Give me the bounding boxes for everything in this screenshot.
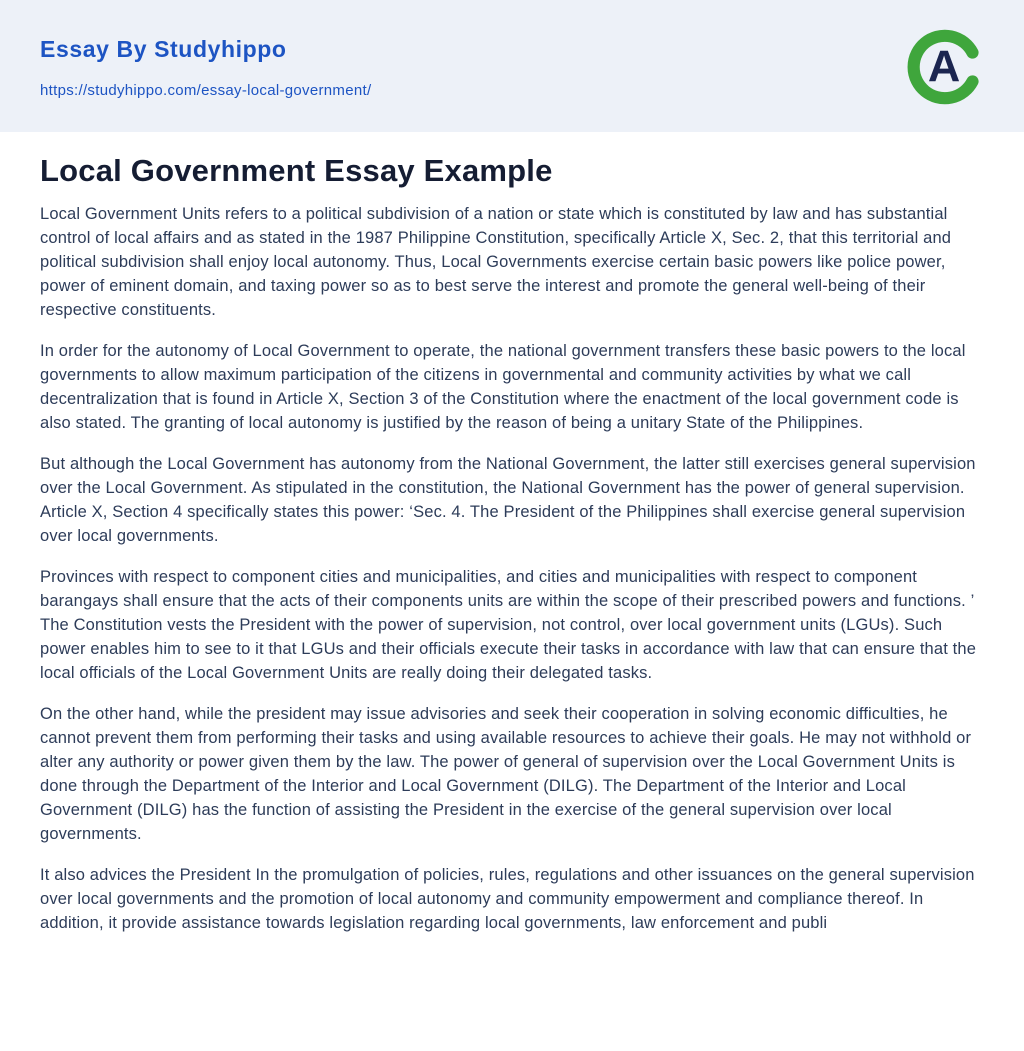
- essay-paragraph: Local Government Units refers to a political subdivision of a nation or state which is constituted by law and has substantial control of local affairs and as stated in the 1987 Philippine Constitution, specifically Article X, Sec. 2, that this territorial and political subdivision shall enjoy local autonomy. Thus, Local Governments exercise certain basic powers like police power, power of eminent domain, and taxing power so as to best serve the interest and promote the general well-being of their respective constituents.: [40, 205, 952, 319]
- page-header: [0, 0, 1024, 132]
- essay-paragraph: In order for the autonomy of Local Government to operate, the national government transfers these basic powers to the local governments to allow maximum participation of the citizens in governmental and community activities by what we call decentralization that is found in Article X, Section 3 of the Constitution where the enactment of the local government code is also stated. The granting of local autonomy is justified by the reason of being a unitary State of the Philippines.: [40, 342, 966, 432]
- page-url-link[interactable]: https://studyhippo.com/essay-local-government/: [40, 81, 372, 99]
- essay-paragraph: It also advices the President In the promulgation of policies, rules, regulations and other issuances on the general supervision over local governments and the promotion of local autonomy and community empowerment and compliance thereof. In addition, it provide assistance towards legislation regarding local governments, law enforcement and publi: [40, 866, 975, 932]
- site-title-link[interactable]: Essay By Studyhippo: [40, 35, 287, 62]
- essay-paragraph: On the other hand, while the president may issue advisories and seek their cooperation in solving economic difficulties, he cannot prevent them from performing their tasks and using available resources to achieve their goals. He may not withhold or alter any authority or power given them by the law. The power of general of supervision over the Local Government Units is done through the Department of the Interior and Local Government (DILG). The Department of the Interior and Local Government (DILG) has the function of assisting the President in the exercise of the general supervision over local governments.: [40, 705, 972, 843]
- studyhippo-logo: [906, 28, 984, 106]
- essay-paragraph: But although the Local Government has autonomy from the National Government, the latter still exercises general supervision over the Local Government. As stipulated in the constitution, the National Government has the power of general supervision. Article X, Section 4 specifically states this power: ‘Sec. 4. The President of the Philippines shall exercise general supervision over local governments.: [40, 455, 976, 545]
- essay-paragraph: Provinces with respect to component cities and municipalities, and cities and municipalities with respect to component barangays shall ensure that the acts of their components units are within the scope of their prescribed powers and functions. ’ The Constitution vests the President with the power of supervision, not control, over local government units (LGUs). Such power enables him to see to it that LGUs and their officials execute their tasks in accordance with law that can ensure that the local officials of the Local Government Units are really doing their delegated tasks.: [40, 568, 977, 682]
- page-title: Local Government Essay Example: [40, 153, 553, 188]
- logo-letter: A: [927, 40, 961, 92]
- article: [0, 153, 1024, 935]
- header-text-block: [40, 36, 371, 99]
